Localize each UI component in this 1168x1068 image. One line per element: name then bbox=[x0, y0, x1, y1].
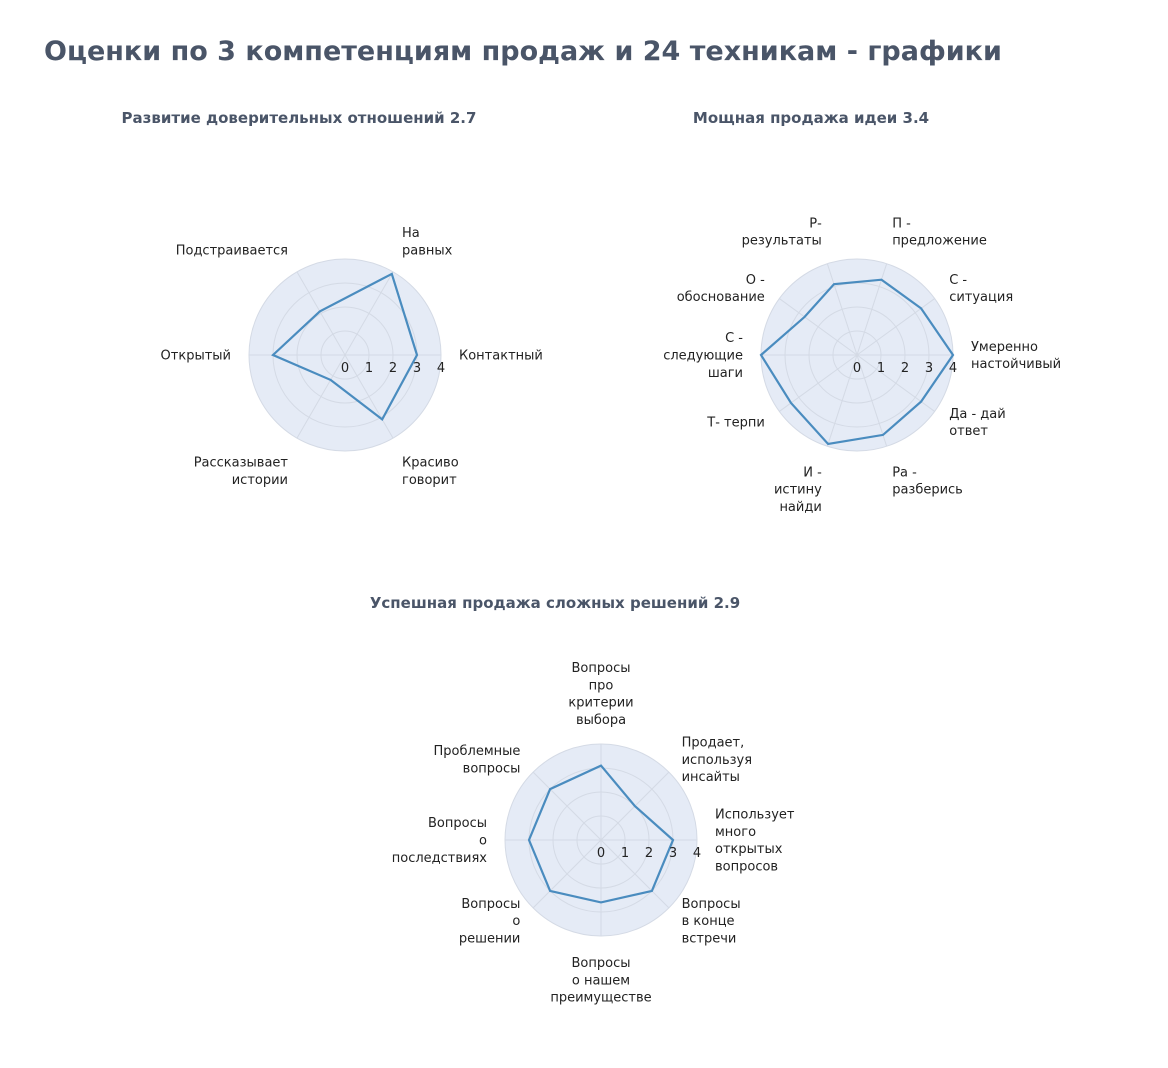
axis-label: О -обоснование bbox=[676, 272, 765, 306]
chart-title-idea: Мощная продажа идеи 3.4 bbox=[692, 109, 930, 127]
chart-title-trust: Развитие доверительных отношений 2.7 bbox=[121, 109, 477, 127]
axis-label: Проблемные вопросы bbox=[433, 744, 521, 777]
tick-label: 2 bbox=[388, 361, 398, 376]
radar-chart-1 bbox=[161, 226, 543, 488]
tick-label: 4 bbox=[948, 361, 958, 376]
axis-label: Красиво говорит bbox=[402, 455, 459, 488]
axis-label: Вопросы в конце встречи bbox=[681, 896, 741, 947]
axis-label: Контактный bbox=[459, 348, 543, 364]
axis-label: Да - дай ответ bbox=[949, 406, 1006, 440]
axis-label: Открытый bbox=[160, 348, 231, 364]
axis-label: С -ситуация bbox=[949, 272, 1014, 306]
tick-label: 4 bbox=[436, 361, 446, 376]
axis-label: Вопросы о последствиях bbox=[391, 816, 487, 866]
radar-chart-2 bbox=[663, 216, 1061, 515]
tick-label: 1 bbox=[620, 846, 630, 861]
tick-label: 4 bbox=[692, 846, 702, 861]
axis-label: Использует много открытых вопросов bbox=[715, 807, 795, 875]
axis-label: На равных bbox=[402, 226, 453, 259]
tick-label: 2 bbox=[644, 846, 654, 861]
axis-label: И -истину найди bbox=[773, 465, 822, 515]
axis-label: Ра -разберись bbox=[892, 465, 963, 498]
axis-label: Умеренно настойчивый bbox=[971, 339, 1062, 373]
tick-label: 0 bbox=[340, 361, 350, 376]
tick-label: 1 bbox=[876, 361, 886, 376]
axis-label: Вопросы о нашем преимуществе bbox=[550, 956, 652, 1006]
axis-label: Вопросы про критерии выбора bbox=[568, 661, 634, 728]
tick-label: 2 bbox=[900, 361, 910, 376]
tick-label: 0 bbox=[596, 846, 606, 861]
tick-label: 3 bbox=[412, 361, 422, 376]
tick-label: 3 bbox=[924, 361, 934, 376]
axis-label: П -предложение bbox=[892, 216, 987, 249]
axis-label: Рассказывает истории bbox=[193, 455, 288, 488]
tick-label: 0 bbox=[852, 361, 862, 376]
axis-label: Вопросы о решении bbox=[458, 896, 521, 947]
page-title: Оценки по 3 компетенциям продаж и 24 техникам - графики bbox=[44, 36, 1002, 67]
tick-label: 1 bbox=[364, 361, 374, 376]
axis-label: Р-результаты bbox=[741, 216, 822, 249]
chart-title-complex: Успешная продажа сложных решений 2.9 bbox=[369, 594, 741, 612]
tick-label: 3 bbox=[668, 846, 678, 861]
radar-chart-3 bbox=[392, 661, 795, 1006]
axis-label: Т- терпи bbox=[707, 415, 765, 431]
axis-label: Продает, используя инсайты bbox=[681, 735, 753, 786]
axis-label: С -следующие шаги bbox=[663, 331, 743, 381]
axis-label: Подстраивается bbox=[175, 243, 288, 259]
